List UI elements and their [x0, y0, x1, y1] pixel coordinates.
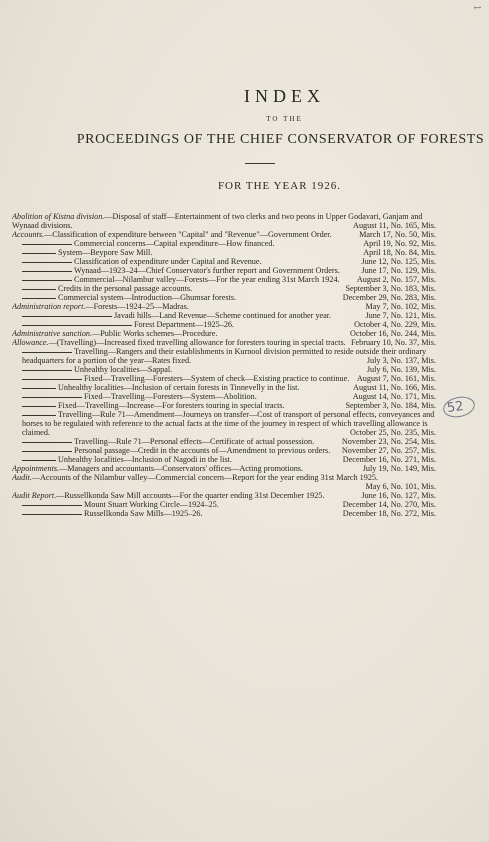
- entry-text: [12, 302, 436, 311]
- ditto-dash: [22, 298, 56, 299]
- entry-subject: Unhealthy localities—Inclusion of Nagodi in the list.: [58, 455, 232, 464]
- proceedings-title: PROCEEDINGS OF THE CHIEF CONSERVATOR OF FORESTS: [76, 132, 485, 147]
- entry-subject: Personal passage—Credit in the accounts of—Amendment to previous orders.: [74, 446, 331, 455]
- index-title: INDEX: [244, 86, 325, 106]
- entry-subject: —Accounts of the Nilambur valley—Commercial concern—Report for the year ending 31st March 1925.: [31, 473, 379, 482]
- entry-reference: June 17, No. 129, Mis.: [361, 266, 436, 275]
- entry-subject: —Russellkonda Saw Mill accounts—For the quarter ending 31st December 1925.: [56, 491, 325, 500]
- entry-reference: April 19, No. 92, Mis.: [363, 239, 436, 248]
- entry-text: [12, 374, 436, 383]
- entry-reference: June 7, No. 121, Mis.: [365, 311, 436, 320]
- entry-text: [12, 410, 436, 437]
- entry-heading: Administrative sanction.: [12, 329, 93, 338]
- entry-subject: Unhealthy localities—Inclusion of certain forests in Tinnevelly in the list.: [58, 383, 300, 392]
- entry-reference: November 23, No. 254, Mis.: [341, 437, 436, 446]
- entry-reference: August 11, No. 165, Mis.: [353, 221, 436, 230]
- ditto-dash: [22, 271, 72, 272]
- entry-heading: Allowance.: [12, 338, 49, 347]
- ditto-dash: [22, 505, 82, 506]
- entry-text: [12, 455, 436, 464]
- ditto-dash: [22, 244, 72, 245]
- index-entry: [12, 239, 436, 248]
- entry-reference: October 25, No. 235, Mis.: [350, 428, 436, 437]
- entry-text: [12, 464, 436, 473]
- entry-text: [12, 500, 436, 509]
- entry-subject: Travelling—Rule 71—Personal effects—Certificate of actual possession.: [74, 437, 315, 446]
- entry-subject: Commercial concerns—Capital expenditure—How financed.: [74, 239, 275, 248]
- entry-subject: Unhealthy localities—Sappal.: [74, 365, 173, 374]
- entry-reference: August 7, No. 161, Mis.: [356, 374, 436, 383]
- entry-heading: Appointments.: [12, 464, 60, 473]
- entry-subject: Travelling—Rule 71—Amendment—Journeys on transfer—Cost of transport of personal effects, conveyances and horses to be regulated with reference to the actual facts at the time of the journey in respect of which travelling allowance is claimed.: [22, 410, 435, 437]
- ditto-dash: [22, 397, 82, 398]
- entry-heading: Administration report.: [12, 302, 86, 311]
- entry-text: [12, 230, 436, 239]
- entry-text: [12, 284, 436, 293]
- index-entries: [12, 212, 436, 518]
- entry-text: [12, 248, 436, 257]
- entry-reference: May 7, No. 102, Mis.: [365, 302, 436, 311]
- index-entry: [12, 437, 436, 446]
- ditto-dash: [22, 325, 132, 326]
- entry-subject: Wynaad—1923–24—Chief Conservator's further report and Government Orders.: [74, 266, 340, 275]
- entry-reference: October 16, No. 244, Mis.: [350, 329, 436, 338]
- entry-reference: March 17, No. 50, Mis.: [359, 230, 436, 239]
- entry-reference: December 29, No. 283, Mis.: [342, 293, 436, 302]
- entry-text: [12, 491, 436, 500]
- index-entry: [12, 257, 436, 266]
- divider-rule: [245, 163, 275, 164]
- entry-text: [12, 293, 436, 302]
- index-entry: [12, 383, 436, 392]
- index-entry: [12, 320, 436, 329]
- ditto-dash: [22, 262, 72, 263]
- index-entry: [12, 509, 436, 518]
- entry-heading: Audit Report.: [12, 491, 57, 500]
- ditto-dash: [22, 514, 82, 515]
- entry-text: [12, 446, 436, 455]
- ditto-dash: [22, 415, 56, 416]
- to-the-line: TO THE: [266, 115, 303, 123]
- index-entry: [12, 302, 436, 311]
- ditto-dash: [22, 280, 72, 281]
- entry-text: [12, 473, 436, 491]
- entry-reference: August 11, No. 166, Mis.: [353, 383, 436, 392]
- index-entry: [12, 464, 436, 473]
- entry-text: [12, 401, 436, 410]
- index-entry: [12, 473, 436, 491]
- ditto-dash: [22, 289, 56, 290]
- ditto-dash: [22, 379, 82, 380]
- entry-subject: —Managers and accountants—Conservators' offices—Acting promotions.: [59, 464, 304, 473]
- entry-subject: Classification of expenditure under Capital and Revenue.: [74, 257, 262, 266]
- entry-text: [12, 365, 436, 374]
- entry-reference: July 3, No. 137, Mis.: [366, 356, 436, 365]
- ditto-dash: [22, 460, 56, 461]
- entry-reference: September 3, No. 184, Mis.: [345, 401, 436, 410]
- index-entry: [12, 392, 436, 401]
- ditto-dash: [22, 370, 72, 371]
- index-entry: [12, 455, 436, 464]
- entry-text: [12, 383, 436, 392]
- entry-text: [12, 266, 436, 275]
- entry-subject: —Classification of expenditure between "Capital" and "Revenue"—Government Order.: [44, 230, 332, 239]
- entry-subject: Commercial—Nilambur valley—Forests—For the year ending 31st March 1924.: [74, 275, 340, 284]
- ditto-dash: [22, 253, 56, 254]
- index-entry: [12, 338, 436, 347]
- ditto-dash: [22, 451, 72, 452]
- entry-reference: December 14, No. 270, Mis.: [342, 500, 436, 509]
- entry-subject: Travelling—Rangers and their establishments in Kurnool division permitted to reside outside their ordinary headquarters for a portion of the year—Rates fixed.: [22, 347, 427, 365]
- ditto-dash: [22, 442, 72, 443]
- entry-heading: Audit.: [12, 473, 32, 482]
- ditto-dash: [22, 406, 56, 407]
- margin-mark: 1: [471, 5, 482, 10]
- entry-text: [12, 320, 436, 329]
- index-entry: [12, 374, 436, 383]
- entry-reference: July 6, No. 139, Mis.: [366, 365, 436, 374]
- entry-text: [12, 338, 436, 347]
- index-entry: [12, 491, 436, 500]
- entry-subject: Mount Stuart Working Circle—1924–25.: [84, 500, 219, 509]
- entry-reference: February 10, No. 37, Mis.: [350, 338, 436, 347]
- entry-reference: August 2, No. 157, Mis.: [356, 275, 436, 284]
- entry-text: [12, 239, 436, 248]
- entry-text: [12, 509, 436, 518]
- index-entry: [12, 275, 436, 284]
- index-entry: [12, 365, 436, 374]
- entry-text: [12, 212, 436, 230]
- entry-subject: System—Beypore Saw Mill.: [58, 248, 153, 257]
- entry-reference: October 4, No. 229, Mis.: [354, 320, 436, 329]
- entry-reference: November 27, No. 257, Mis.: [341, 446, 436, 455]
- index-entry: [12, 266, 436, 275]
- entry-subject: Fixed—Travelling—Foresters—System—Abolition.: [84, 392, 257, 401]
- entry-reference: August 14, No. 171, Mis.: [352, 392, 436, 401]
- index-entry: [12, 347, 436, 365]
- index-entry: [12, 230, 436, 239]
- entry-subject: Forest Department—1925–26.: [134, 320, 235, 329]
- entry-subject: —Public Works schemes—Procedure.: [92, 329, 218, 338]
- entry-reference: May 6, No. 101, Mis.: [365, 482, 436, 491]
- index-entry: [12, 410, 436, 437]
- entry-text: [12, 257, 436, 266]
- entry-subject: —Forests—1924–25—Madras.: [85, 302, 189, 311]
- index-entry: [12, 284, 436, 293]
- entry-reference: July 19, No. 149, Mis.: [362, 464, 436, 473]
- entry-reference: April 18, No. 84, Mis.: [363, 248, 436, 257]
- entry-reference: June 12, No. 125, Mis.: [361, 257, 436, 266]
- index-entry: [12, 401, 436, 410]
- entry-subject: —Disposal of staff—Entertainment of two clerks and two peons in Upper Godavari, Ganjam and Wynaad divisions.: [12, 212, 423, 230]
- entry-subject: Commercial system—Introduction—Ghumsar forests.: [58, 293, 237, 302]
- handwritten-annotation: 52: [446, 398, 465, 417]
- entry-subject: Russellkonda Saw Mills—1925–26.: [84, 509, 203, 518]
- index-entry: [12, 329, 436, 338]
- entry-text: [12, 311, 436, 320]
- entry-text: [12, 347, 436, 365]
- index-entry: [12, 212, 436, 230]
- entry-subject: Fixed—Travelling—Increase—For foresters touring in special tracts.: [58, 401, 285, 410]
- entry-subject: Credits in the personal passage accounts.: [58, 284, 193, 293]
- year-title: FOR THE YEAR 1926.: [217, 180, 342, 192]
- entry-text: [12, 392, 436, 401]
- index-entry: [12, 500, 436, 509]
- ditto-dash: [22, 388, 56, 389]
- entry-text: [12, 329, 436, 338]
- index-entry: [12, 311, 436, 320]
- entry-text: [12, 437, 436, 446]
- index-entry: [12, 446, 436, 455]
- entry-reference: June 16, No. 127, Mis.: [361, 491, 436, 500]
- entry-heading: Abolition of Kistna division.: [12, 212, 105, 221]
- entry-reference: September 3, No. 183, Mis.: [345, 284, 436, 293]
- entry-reference: December 16, No. 271, Mis.: [342, 455, 436, 464]
- entry-reference: December 18, No. 272, Mis.: [342, 509, 436, 518]
- entry-text: [12, 275, 436, 284]
- ditto-dash: [22, 352, 72, 353]
- entry-heading: Accounts.: [12, 230, 45, 239]
- entry-subject: Javadi hills—Land Revenue—Scheme continued for another year.: [114, 311, 332, 320]
- entry-subject: Fixed—Travelling—Foresters—System of check—Existing practice to continue.: [84, 374, 350, 383]
- index-entry: [12, 248, 436, 257]
- ditto-dash: [22, 316, 112, 317]
- index-entry: [12, 293, 436, 302]
- entry-subject: —(Travelling)—Increased fixed travelling allowance for foresters touring in special tracts.: [48, 338, 346, 347]
